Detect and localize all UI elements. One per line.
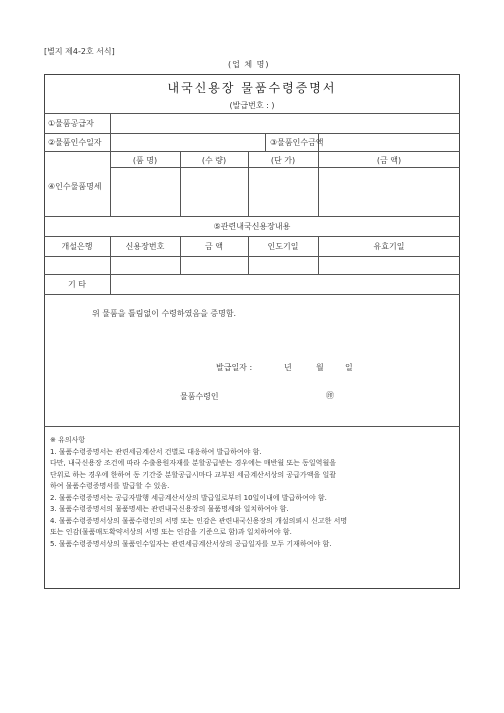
divider — [44, 274, 460, 275]
lc-delivery-label: 인도기일 — [267, 242, 299, 251]
lc-bank-label: 개설은행 — [61, 242, 93, 251]
note-line: 3. 물품수령증명서의 물품명세는 관련내국신용장의 물품명세와 일치하여야 함. — [50, 505, 289, 513]
note-line: 다만, 내국신용장 조건에 따라 수출용원자재를 분할공급받는 경우에는 매반월 또는 동일역월을 — [50, 459, 336, 467]
receiver-label: 물품수령인 — [180, 392, 219, 401]
divider — [44, 113, 460, 114]
note-line: 2. 물품수령증명서는 공급자발행 세금계산서상의 발급일로부터 10일이내에 발급하여야 함. — [50, 493, 327, 502]
note-line: 또는 인감(물품매도확약서상의 서명 또는 인감을 기준으로 함)과 일치하여야 함. — [50, 528, 292, 536]
details-label: ④인수물품명세 — [48, 182, 102, 191]
seal-mark: ㊞ — [326, 391, 334, 400]
day-label: 일 — [345, 363, 353, 372]
divider — [44, 151, 460, 152]
form-number: [별지 제4-2호 서식] — [44, 47, 115, 56]
company-name-label: (업 체 명) — [228, 60, 270, 69]
receipt-date-label: ②물품인수일자 — [48, 138, 102, 147]
divider — [44, 426, 460, 427]
supplier-label: ①물품공급자 — [48, 119, 94, 128]
lc-valid-label: 유효기일 — [373, 242, 405, 251]
col-quantity: (수 량) — [201, 156, 227, 165]
col-unit-price: (단 가) — [270, 156, 296, 165]
issue-number: (발급번호 : ) — [229, 101, 275, 110]
divider — [110, 274, 111, 294]
notes-section — [50, 435, 455, 550]
divider — [265, 133, 266, 151]
note-line: 5. 물품수령증명서상의 물품인수일자는 관련세금계산서상의 공급일자를 모두 기재하여야 함. — [50, 539, 332, 548]
form-title: 내국신용장 물품수령증명서 — [167, 81, 337, 95]
notes-heading: ※ 유의사항 — [50, 436, 86, 444]
lc-amount-label: 금 액 — [205, 242, 223, 251]
other-label: 기 타 — [68, 280, 86, 289]
col-item-name: (품 명) — [132, 156, 158, 165]
note-line: 4. 물품수령증명서상의 물품수령인의 서명 또는 인감은 관련내국신용장의 개설의뢰시 신고한 서명 — [50, 516, 348, 525]
note-line: 하여 물품수령증명서를 발급할 수 있음. — [50, 482, 170, 490]
divider — [110, 167, 460, 168]
note-line: 단위로 하는 경우에 한하여 동 기간중 분할공급시마다 교부된 세금계산서상의 공급가액을 일괄 — [50, 470, 336, 479]
receipt-amount-label: ③물품인수금액 — [270, 138, 324, 147]
year-label: 년 — [284, 363, 292, 372]
col-amount: (금 액) — [376, 156, 402, 165]
divider — [44, 256, 460, 257]
divider — [44, 236, 460, 237]
month-label: 월 — [316, 363, 324, 372]
issue-date-label: 발급일자 : — [216, 363, 253, 372]
divider — [44, 133, 460, 134]
divider — [44, 216, 460, 217]
divider — [44, 294, 460, 295]
lc-section-label: ⑤관련내국신용장내용 — [213, 222, 291, 231]
statement: 위 물품을 틀림없이 수령하였음을 증명함. — [92, 309, 237, 318]
note-line: 1. 물품수령증명서는 관련세금계산서 건별로 대응하여 발급하여야 함. — [50, 447, 262, 456]
lc-number-label: 신용장번호 — [125, 242, 165, 251]
